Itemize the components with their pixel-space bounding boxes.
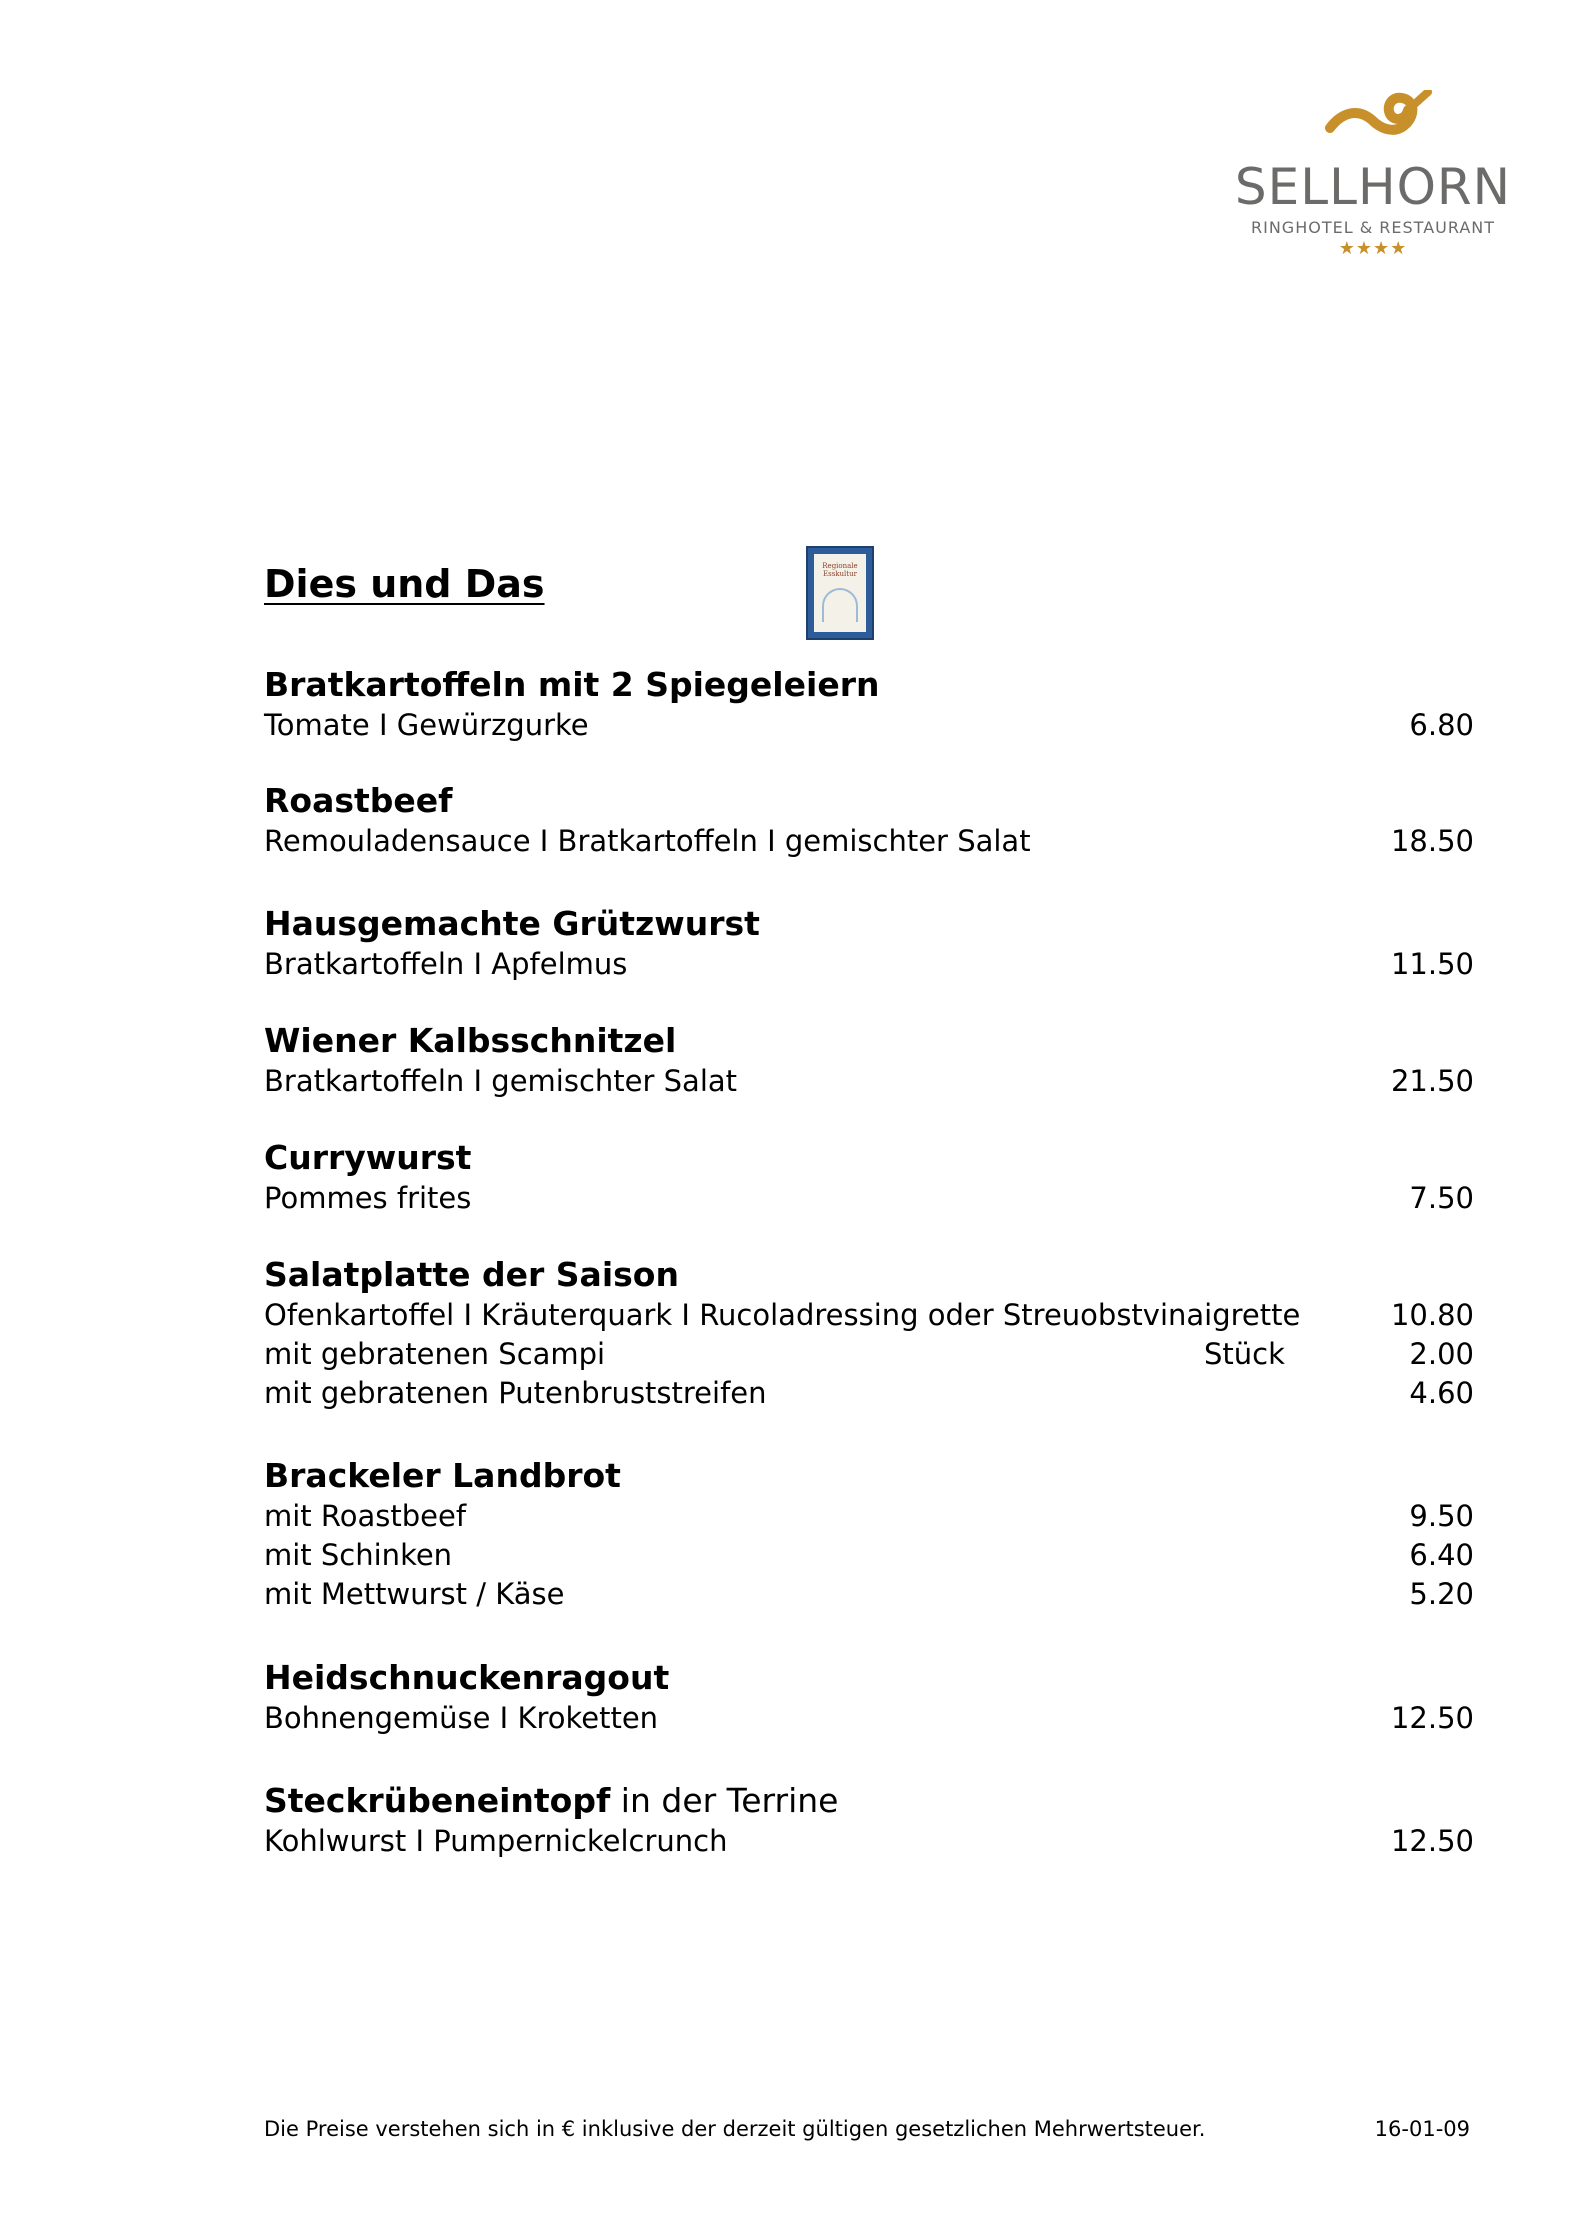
- dish-line: [264, 1335, 1474, 1374]
- menu-item: [264, 1657, 1474, 1738]
- dish-price: 12.50: [1390, 1701, 1474, 1735]
- dish-line: [264, 1575, 1474, 1614]
- dish-name: Steckrübeneintopf in der Terrine: [264, 1781, 839, 1820]
- menu-item: [264, 1455, 1474, 1614]
- dish-line: [264, 1536, 1474, 1575]
- menu-item: [264, 780, 1474, 861]
- dish-line: [264, 1062, 1474, 1101]
- dish-line: [264, 1497, 1474, 1536]
- dish-price: 5.20: [1409, 1577, 1474, 1611]
- logo-name: SELLHORN: [1234, 158, 1512, 216]
- dish-name: Roastbeef: [264, 781, 453, 820]
- dish-price: 9.50: [1409, 1499, 1474, 1533]
- dish-price: 21.50: [1390, 1064, 1474, 1098]
- dish-name: Brackeler Landbrot: [264, 1456, 621, 1495]
- logo-subtitle: RINGHOTEL & RESTAURANT: [1251, 218, 1495, 237]
- dish-description: mit Mettwurst / Käse: [264, 1577, 565, 1611]
- horn-logo-icon: [1324, 90, 1434, 150]
- dish-price: 12.50: [1390, 1824, 1474, 1858]
- rating-stars: ★★★★: [1338, 238, 1408, 259]
- dish-description: mit gebratenen Putenbruststreifen: [264, 1376, 767, 1410]
- dish-description: Remouladensauce I Bratkartoffeln I gemischter Salat: [264, 824, 1031, 858]
- dish-price: 6.40: [1409, 1538, 1474, 1572]
- menu-item: [264, 1020, 1474, 1101]
- dish-description: mit Schinken: [264, 1538, 453, 1572]
- menu-item: [264, 1137, 1474, 1218]
- dish-description: Bratkartoffeln I gemischter Salat: [264, 1064, 738, 1098]
- dish-unit: Stück: [1204, 1337, 1285, 1371]
- page-title: Dies und Das: [264, 562, 545, 606]
- hotel-logo: [1228, 90, 1518, 270]
- dish-description: Kohlwurst I Pumpernickelcrunch: [264, 1824, 728, 1858]
- dish-description: Ofenkartoffel I Kräuterquark I Rucoladressing oder Streuobstvinaigrette: [264, 1298, 1301, 1332]
- dish-description: Bohnengemüse I Kroketten: [264, 1701, 659, 1735]
- dish-line: [264, 706, 1474, 745]
- dish-price: 11.50: [1390, 947, 1474, 981]
- dish-price: 18.50: [1390, 824, 1474, 858]
- dish-description: mit Roastbeef: [264, 1499, 467, 1533]
- menu-date: 16-01-09: [1374, 2117, 1470, 2141]
- dish-price: 10.80: [1390, 1298, 1474, 1332]
- dish-price: 7.50: [1409, 1181, 1474, 1215]
- dish-name: Heidschnuckenragout: [264, 1658, 670, 1697]
- dish-price: 4.60: [1409, 1376, 1474, 1410]
- badge-text: Regionale Esskultur: [822, 562, 858, 578]
- dish-line: [264, 945, 1474, 984]
- dish-line: [264, 1296, 1474, 1335]
- dish-description: Tomate I Gewürzgurke: [264, 708, 589, 742]
- menu-item: [264, 664, 1474, 745]
- dish-price: 6.80: [1409, 708, 1474, 742]
- dish-line: [264, 822, 1474, 861]
- menu-item: [264, 1254, 1474, 1413]
- dish-line: [264, 1179, 1474, 1218]
- vat-note: Die Preise verstehen sich in € inklusive der derzeit gültigen gesetzlichen Mehrwertsteuer.: [264, 2117, 1206, 2141]
- menu-item: [264, 903, 1474, 984]
- dish-price: 2.00: [1409, 1337, 1474, 1371]
- dish-description: Bratkartoffeln I Apfelmus: [264, 947, 628, 981]
- dish-name: Currywurst: [264, 1138, 472, 1177]
- dish-description: mit gebratenen Scampi: [264, 1337, 606, 1371]
- dish-name: Hausgemachte Grützwurst: [264, 904, 760, 943]
- dish-name: Salatplatte der Saison: [264, 1255, 679, 1294]
- dish-name: Bratkartoffeln mit 2 Spiegeleiern: [264, 665, 880, 704]
- regional-cuisine-badge: [806, 546, 874, 640]
- dish-line: [264, 1374, 1474, 1413]
- dish-description: Pommes frites: [264, 1181, 472, 1215]
- dish-line: [264, 1699, 1474, 1738]
- dish-name: Wiener Kalbsschnitzel: [264, 1021, 677, 1060]
- menu-item: [264, 1780, 1474, 1861]
- dish-line: [264, 1822, 1474, 1861]
